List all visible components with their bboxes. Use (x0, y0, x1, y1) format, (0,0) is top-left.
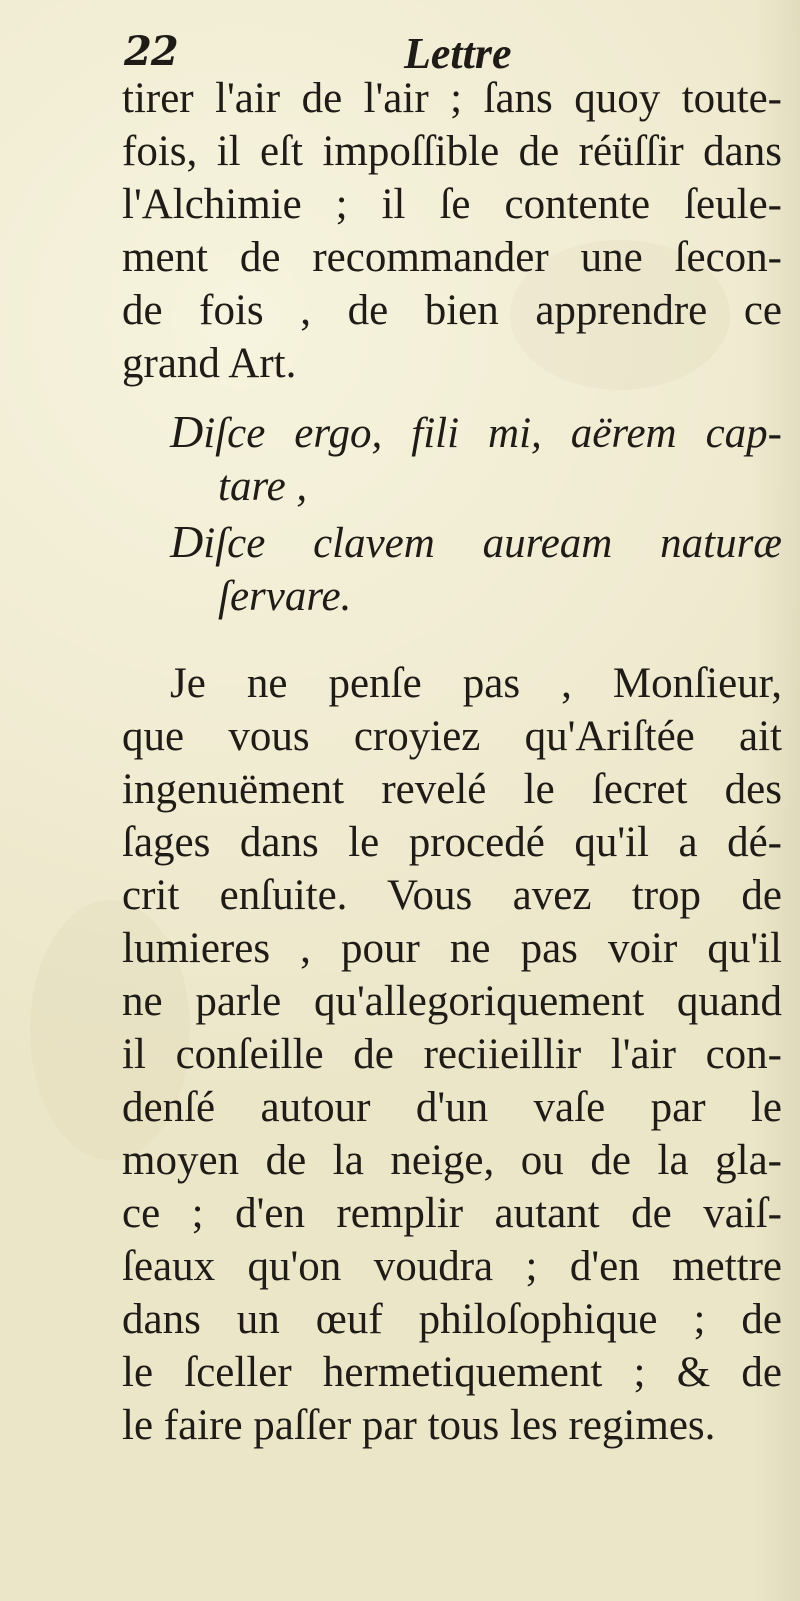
text-line: Je ne penſe pas , Monſieur, (170, 660, 782, 707)
verse-line: Diſce ergo, fili mi, aërem cap- (170, 406, 782, 457)
text-line: l'Alchimie ; il ſe contente ſeule- (122, 181, 782, 228)
verse-line: Diſce clavem auream naturæ (170, 516, 782, 567)
page-header (124, 28, 644, 78)
text-line: ce ; d'en remplir autant de vaiſ- (122, 1190, 782, 1237)
text-line: grand Art. (122, 340, 297, 387)
latin-verse (170, 404, 782, 624)
text-line: le ſceller hermetiquement ; & de (122, 1349, 782, 1396)
text-line: ſeaux qu'on voudra ; d'en mettre (122, 1243, 782, 1290)
text-line: lumieres , pour ne pas voir qu'il (122, 925, 782, 972)
text-line: tirer l'air de l'air ; ſans quoy toute- (122, 75, 782, 122)
text-line: ſages dans le procedé qu'il a dé- (122, 819, 782, 866)
text-line: moyen de la neige, ou de la gla- (122, 1137, 782, 1184)
text-line: ne parle qu'allegoriquement quand (122, 978, 782, 1025)
verse-line: ſervare. (218, 573, 352, 620)
text-line: il conſeille de reciieillir l'air con- (122, 1031, 782, 1078)
paragraph-2 (122, 657, 782, 1452)
text-line: de fois , de bien apprendre ce (122, 287, 782, 334)
text-line: ment de recommander une ſecon- (122, 234, 782, 281)
page-number: 22 (124, 28, 178, 75)
text-line: dans un œuf philoſophique ; de (122, 1296, 782, 1343)
text-line: crit enſuite. Vous avez trop de (122, 872, 782, 919)
text-line: que vous croyiez qu'Ariſtée ait (122, 713, 782, 760)
text-line: denſé autour d'un vaſe par le (122, 1084, 782, 1131)
text-line: le faire paſſer par tous les regimes. (122, 1402, 716, 1449)
verse-line: tare , (218, 463, 308, 510)
running-head: Lettre (404, 29, 512, 78)
paragraph-1 (122, 72, 782, 390)
text-line: ingenuëment revelé le ſecret des (122, 766, 782, 813)
text-line: fois, il eſt impoſſible de réüſſir dans (122, 128, 782, 175)
